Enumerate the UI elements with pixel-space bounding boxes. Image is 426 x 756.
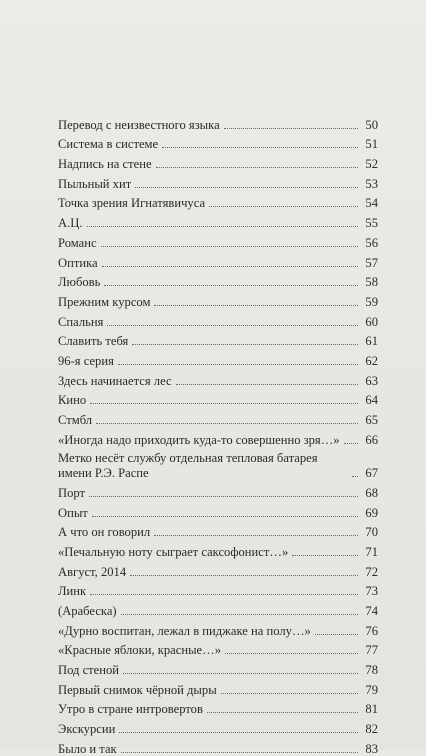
toc-entry-title: Прежним курсом — [58, 294, 151, 309]
toc-entry — [58, 520, 378, 540]
dot-leader — [89, 496, 358, 497]
toc-entry-page-number: 79 — [365, 682, 378, 697]
toc-entry-title: Утро в стране интровертов — [58, 702, 203, 717]
toc-entry — [58, 388, 378, 408]
toc-entry-title: Опыт — [58, 505, 88, 520]
toc-entry — [58, 210, 378, 230]
toc-entry — [58, 638, 378, 658]
toc-entry-page-number: 54 — [365, 196, 378, 211]
toc-entry-page-number: 81 — [365, 702, 378, 717]
toc-entry-page-number: 52 — [365, 157, 378, 172]
toc-entry-page-number: 60 — [365, 314, 378, 329]
toc-entry-page-number: 63 — [365, 373, 378, 388]
toc-entry-page-number: 83 — [365, 741, 378, 756]
toc-entry — [58, 289, 378, 309]
toc-entry-page-number: 61 — [365, 334, 378, 349]
toc-entry-title: Перевод с неизвестного языка — [58, 117, 220, 132]
toc-entry-title: (Арабеска) — [58, 604, 117, 618]
toc-entry — [58, 171, 378, 191]
toc-entry-page-number: 59 — [365, 294, 378, 309]
toc-entry-title: Любовь — [58, 275, 101, 290]
dot-leader — [207, 712, 358, 713]
toc-entry-title: Здесь начинается лес — [58, 373, 172, 388]
dot-leader — [344, 443, 358, 444]
toc-entry-title: «Дурно воспитан, лежал в пиджаке на полу…» — [58, 623, 311, 638]
toc-entry-title: А.Ц. — [58, 216, 83, 231]
dot-leader — [92, 516, 358, 517]
toc-entry — [58, 407, 378, 427]
toc-entry — [58, 736, 378, 756]
dot-leader — [121, 614, 358, 615]
toc-entry — [58, 500, 378, 520]
toc-entry — [58, 250, 378, 270]
dot-leader — [292, 555, 358, 556]
toc-entry-page-number: 77 — [365, 643, 378, 658]
toc-entry-title: Порт — [58, 485, 86, 500]
toc-entry-page-number: 51 — [365, 137, 378, 152]
dot-leader — [132, 344, 358, 345]
dot-leader — [90, 403, 358, 404]
dot-leader — [315, 634, 358, 635]
toc-entry-title: Метко несёт службу отдельная тепловая батарея имени Р.Э. Распе — [58, 451, 318, 480]
toc-entry-title: Славить тебя — [58, 334, 129, 349]
dot-leader — [221, 693, 358, 694]
toc-entry-title: Оптика — [58, 255, 98, 270]
toc-entry — [58, 618, 378, 638]
toc-entry — [58, 447, 378, 481]
toc-entry — [58, 348, 378, 368]
toc-entry — [58, 657, 378, 677]
toc-entry-title: Спальня — [58, 314, 104, 329]
toc-entry — [58, 579, 378, 599]
toc-entry-title: Экскурсии — [58, 722, 116, 737]
toc-entry-title: Линк — [58, 584, 87, 599]
dot-leader — [101, 246, 358, 247]
dot-leader — [119, 732, 358, 733]
toc-entry-page-number: 78 — [365, 663, 378, 678]
toc-entry — [58, 309, 378, 329]
toc-entry-page-number: 50 — [365, 117, 378, 132]
dot-leader — [176, 384, 358, 385]
toc-entry-page-number: 70 — [365, 525, 378, 540]
toc-entry — [58, 191, 378, 211]
dot-leader — [104, 285, 358, 286]
dot-leader — [225, 653, 358, 654]
toc-entry-page-number: 66 — [365, 432, 378, 447]
toc-entry — [58, 539, 378, 559]
dot-leader — [121, 752, 358, 753]
toc-entry-title: Первый снимок чёрной дыры — [58, 682, 217, 697]
dot-leader — [156, 167, 358, 168]
dot-leader — [118, 364, 358, 365]
toc-entry-page-number: 55 — [365, 216, 378, 231]
toc-entry — [58, 697, 378, 717]
dot-leader — [107, 325, 358, 326]
dot-leader — [102, 266, 358, 267]
toc-entry-page-number: 69 — [365, 505, 378, 520]
toc-entry-page-number: 82 — [365, 722, 378, 737]
toc-entry-title: Август, 2014 — [58, 564, 127, 579]
toc-entry-title: Кино — [58, 393, 87, 408]
toc-entry-page-number: 56 — [365, 235, 378, 250]
toc-entry — [58, 716, 378, 736]
dot-leader — [96, 423, 358, 424]
toc-entry-title: «Красные яблоки, красные…» — [58, 643, 222, 658]
toc-entry-title: Надпись на стене — [58, 157, 152, 172]
toc-entry-page-number: 73 — [365, 584, 378, 599]
toc-entry — [58, 112, 378, 132]
table-of-contents — [58, 112, 378, 756]
dot-leader — [224, 128, 358, 129]
toc-entry — [58, 132, 378, 152]
dot-leader — [130, 575, 358, 576]
toc-entry-page-number: 67 — [365, 466, 378, 481]
toc-entry-page-number: 64 — [365, 393, 378, 408]
toc-entry-title: Стмбл — [58, 413, 93, 427]
toc-entry-page-number: 74 — [365, 604, 378, 618]
toc-entry — [58, 677, 378, 697]
toc-entry — [58, 368, 378, 388]
toc-entry-title: Было и так — [58, 741, 117, 756]
toc-entry — [58, 559, 378, 579]
toc-entry-title: «Печальную ноту сыграет саксофонист…» — [58, 544, 289, 559]
toc-entry-title: Пыльный хит — [58, 176, 132, 191]
toc-entry-title: А что он говорил — [58, 525, 151, 540]
toc-entry-page-number: 72 — [365, 564, 378, 579]
toc-entry — [58, 329, 378, 349]
toc-entry-page-number: 65 — [365, 413, 378, 427]
toc-entry — [58, 480, 378, 500]
toc-entry-title: «Иногда надо приходить куда-то совершенно зря…» — [58, 432, 340, 447]
toc-entry — [58, 270, 378, 290]
toc-entry-title: Романс — [58, 235, 97, 250]
toc-entry-title: Точка зрения Игнатявичуса — [58, 196, 206, 211]
dot-leader — [209, 206, 358, 207]
toc-entry-title: Система в системе — [58, 137, 159, 152]
toc-entry — [58, 427, 378, 447]
dot-leader — [135, 187, 358, 188]
dot-leader — [123, 673, 358, 674]
dot-leader — [352, 476, 358, 477]
toc-entry-page-number: 68 — [365, 485, 378, 500]
toc-entry-page-number: 53 — [365, 176, 378, 191]
toc-entry-title: Под стеной — [58, 663, 120, 678]
dot-leader — [162, 147, 358, 148]
dot-leader — [154, 305, 358, 306]
toc-entry-page-number: 58 — [365, 275, 378, 290]
dot-leader — [154, 535, 358, 536]
toc-entry — [58, 598, 378, 618]
toc-entry — [58, 151, 378, 171]
dot-leader — [90, 594, 358, 595]
toc-entry-page-number: 62 — [365, 353, 378, 368]
toc-entry-page-number: 57 — [365, 255, 378, 270]
toc-entry-page-number: 76 — [365, 623, 378, 638]
dot-leader — [87, 226, 359, 227]
toc-entry-title: 96-я серия — [58, 353, 114, 368]
toc-entry — [58, 230, 378, 250]
toc-entry-page-number: 71 — [365, 544, 378, 559]
